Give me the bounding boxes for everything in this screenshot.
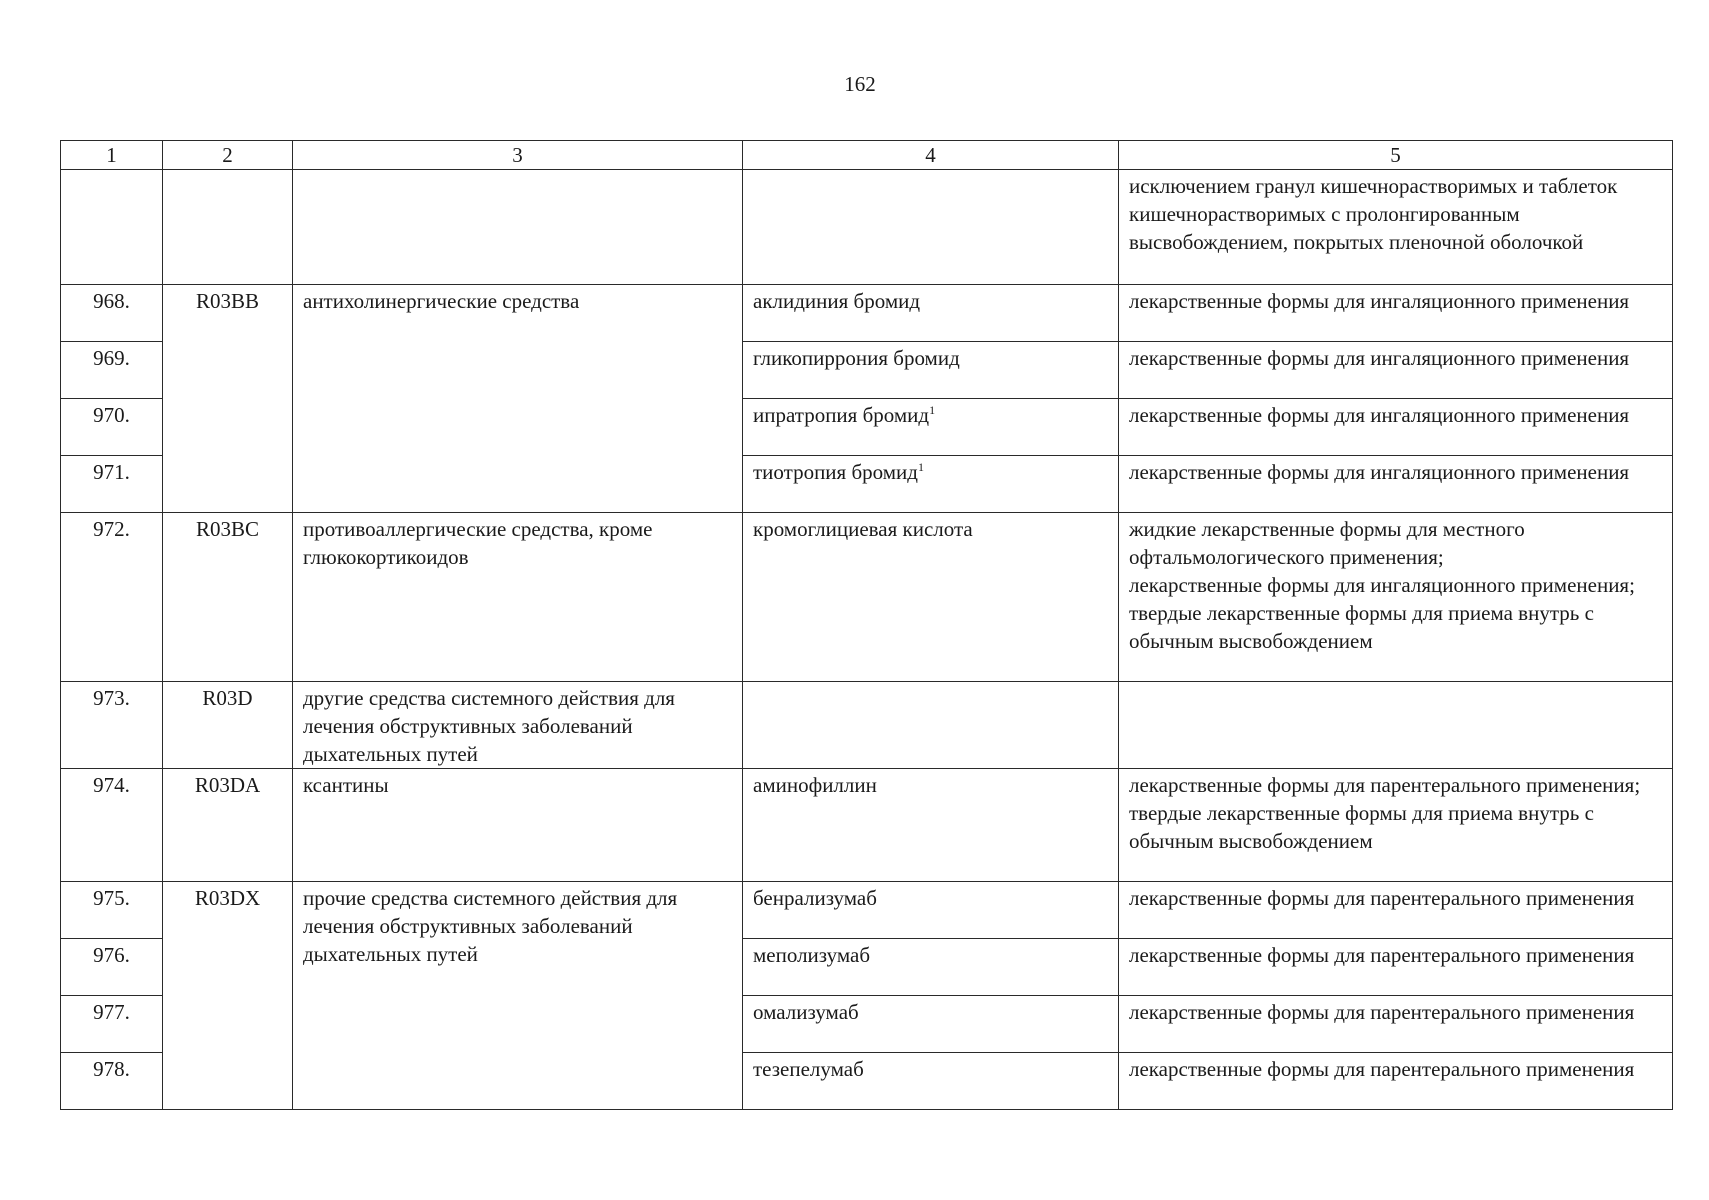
drug-name-cell bbox=[743, 456, 1119, 513]
column-header-4: 4 bbox=[743, 141, 1119, 170]
dosage-form: лекарственные формы для ингаляционного применения bbox=[1119, 456, 1673, 513]
footnote-marker: 1 bbox=[917, 460, 924, 474]
drug-name: тезепелумаб bbox=[743, 1053, 1119, 1110]
group-name: прочие средства системного действия для лечения обструктивных заболеваний дыхательных путей bbox=[293, 882, 743, 1110]
row-number: 978. bbox=[61, 1053, 163, 1110]
drug-name: аклидиния бромид bbox=[743, 285, 1119, 342]
dosage-form: лекарственные формы для парентерального применения bbox=[1119, 996, 1673, 1053]
atc-code: R03BB bbox=[163, 285, 293, 513]
group-name: ксантины bbox=[293, 769, 743, 882]
atc-code: R03D bbox=[163, 682, 293, 769]
row-number: 972. bbox=[61, 513, 163, 682]
drug-name: гликопиррония бромид bbox=[743, 342, 1119, 399]
empty-cell bbox=[293, 170, 743, 285]
row-number: 968. bbox=[61, 285, 163, 342]
column-header-5: 5 bbox=[1119, 141, 1673, 170]
page-number: 162 bbox=[844, 72, 876, 96]
atc-code: R03DX bbox=[163, 882, 293, 1110]
row-number: 974. bbox=[61, 769, 163, 882]
dosage-form bbox=[1119, 682, 1673, 769]
header-row bbox=[61, 141, 1673, 170]
drug-name: меполизумаб bbox=[743, 939, 1119, 996]
dosage-form: лекарственные формы для парентерального применения; твердые лекарственные формы для приема внутрь с обычным высвобождением bbox=[1119, 769, 1673, 882]
row-number: 975. bbox=[61, 882, 163, 939]
row-number: 976. bbox=[61, 939, 163, 996]
drug-name: аминофиллин bbox=[743, 769, 1119, 882]
dosage-form: лекарственные формы для ингаляционного применения bbox=[1119, 399, 1673, 456]
continuation-row bbox=[61, 170, 1673, 285]
empty-cell bbox=[163, 170, 293, 285]
dosage-form: лекарственные формы для ингаляционного применения bbox=[1119, 342, 1673, 399]
drug-name-cell bbox=[743, 399, 1119, 456]
column-header-3: 3 bbox=[293, 141, 743, 170]
footnote-marker: 1 bbox=[929, 403, 936, 417]
row-number: 970. bbox=[61, 399, 163, 456]
atc-code: R03BC bbox=[163, 513, 293, 682]
drug-name: тиотропия бромид bbox=[753, 460, 918, 484]
group-name: противоаллергические средства, кроме глюкокортикоидов bbox=[293, 513, 743, 682]
column-header-1: 1 bbox=[61, 141, 163, 170]
table-row bbox=[61, 769, 1673, 882]
table-row bbox=[61, 513, 1673, 682]
medicines-table bbox=[60, 140, 1673, 1110]
table-row bbox=[61, 285, 1673, 342]
table-row bbox=[61, 682, 1673, 769]
drug-name: кромоглициевая кислота bbox=[743, 513, 1119, 682]
drug-name: бенрализумаб bbox=[743, 882, 1119, 939]
dosage-form: лекарственные формы для парентерального применения bbox=[1119, 882, 1673, 939]
row-number: 971. bbox=[61, 456, 163, 513]
dosage-form: лекарственные формы для парентерального применения bbox=[1119, 939, 1673, 996]
group-name: другие средства системного действия для лечения обструктивных заболеваний дыхательных путей bbox=[293, 682, 743, 769]
atc-code: R03DA bbox=[163, 769, 293, 882]
continuation-text: исключением гранул кишечнорастворимых и таблеток кишечнорастворимых с пролонгированным высвобождением, покрытых пленочной оболочкой bbox=[1119, 170, 1673, 285]
row-number: 977. bbox=[61, 996, 163, 1053]
group-name: антихолинергические средства bbox=[293, 285, 743, 513]
drug-name: ипратропия бромид bbox=[753, 403, 930, 427]
drug-name: омализумаб bbox=[743, 996, 1119, 1053]
column-header-2: 2 bbox=[163, 141, 293, 170]
table-row bbox=[61, 882, 1673, 939]
dosage-form: лекарственные формы для ингаляционного применения bbox=[1119, 285, 1673, 342]
drug-name bbox=[743, 682, 1119, 769]
row-number: 973. bbox=[61, 682, 163, 769]
dosage-form: жидкие лекарственные формы для местного офтальмологического применения; лекарственные формы для ингаляционного применения; твердые лекарственные формы для приема внутрь с обычным высвобождением bbox=[1119, 513, 1673, 682]
empty-cell bbox=[61, 170, 163, 285]
row-number: 969. bbox=[61, 342, 163, 399]
dosage-form: лекарственные формы для парентерального применения bbox=[1119, 1053, 1673, 1110]
empty-cell bbox=[743, 170, 1119, 285]
